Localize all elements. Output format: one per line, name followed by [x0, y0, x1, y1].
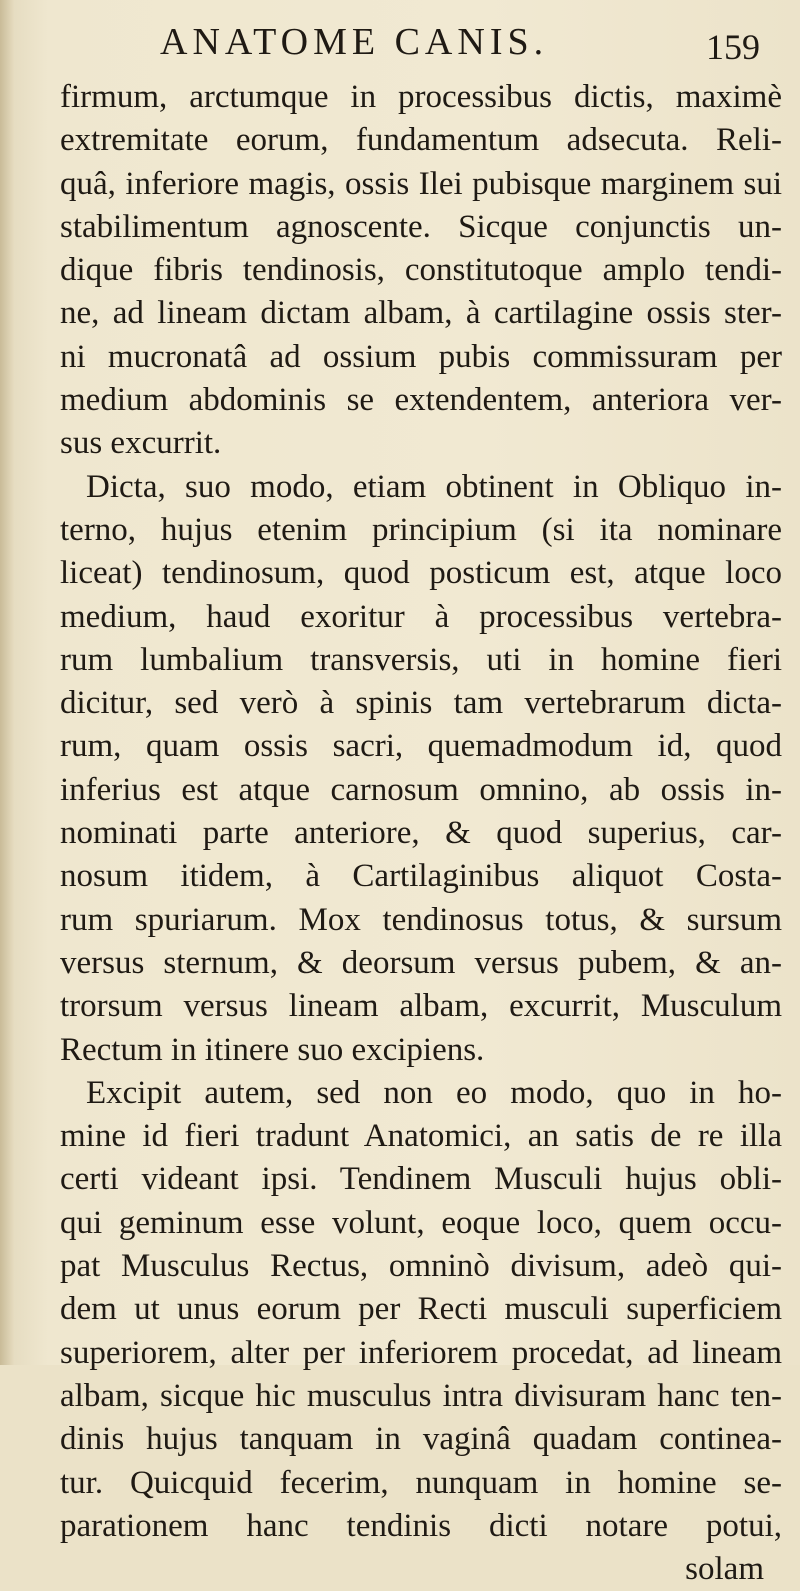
page-gutter: [0, 0, 14, 1365]
text-line: rum spuriarum. Mox tendinosus totus, & sursum: [60, 901, 782, 938]
text-line: certi videant ipsi. Tendinem Musculi hujus obli-: [60, 1161, 782, 1198]
text-line: rum, quam ossis sacri, quemadmodum id, quod: [60, 728, 782, 765]
catchword: solam: [685, 1551, 764, 1588]
text-line: pat Musculus Rectus, omninò divisum, adeò qui-: [60, 1248, 782, 1285]
text-line: inferius est atque carnosum omnino, ab ossis in-: [60, 771, 782, 808]
text-line: mine id fieri tradunt Anatomici, an satis de re illa: [60, 1118, 782, 1155]
text-line: stabilimentum agnoscente. Sicque conjunctis un-: [60, 208, 782, 245]
text-line: nominati parte anteriore, & quod superius, car-: [60, 815, 782, 852]
text-line: ne, ad lineam dictam albam, à cartilagine ossis ster-: [60, 295, 782, 332]
text-line: firmum, arctumque in processibus dictis, maximè: [60, 79, 782, 115]
text-line: parationem hanc tendinis dicti notare potui,: [60, 1507, 782, 1544]
text-line: dem ut unus eorum per Recti musculi superficiem: [60, 1291, 782, 1328]
running-head: ANATOME CANIS.: [160, 21, 549, 63]
text-line: ni mucronatâ ad ossium pubis commissuram per: [60, 338, 782, 375]
text-line: dinis hujus tanquam in vaginâ quadam continea-: [60, 1421, 782, 1458]
text-line: dique fibris tendinosis, constitutoque amplo tendi-: [60, 252, 782, 289]
text-line: rum lumbalium transversis, uti in homine fieri: [60, 641, 782, 678]
text-line: qui geminum esse volunt, eoque loco, quem occu-: [60, 1204, 782, 1241]
text-line: Rectum in itinere suo excipiens.: [60, 1031, 485, 1068]
text-line: quâ, inferiore magis, ossis Ilei pubisque marginem sui: [60, 165, 782, 202]
text-line: albam, sicque hic musculus intra divisuram hanc ten-: [60, 1377, 782, 1414]
text-line: versus sternum, & deorsum versus pubem, & an-: [60, 944, 782, 981]
body-text: [60, 76, 782, 1591]
page-number: 159: [706, 27, 760, 67]
text-line: nosum itidem, à Cartilaginibus aliquot Costa-: [60, 858, 782, 895]
text-line: terno, hujus etenim principium (si ita nominare: [60, 511, 782, 548]
text-line: medium, haud exoritur à processibus vertebra-: [60, 598, 782, 635]
text-line: trorsum versus lineam albam, excurrit, Musculum: [60, 988, 782, 1025]
text-line: liceat) tendinosum, quod posticum est, atque loco: [60, 555, 782, 592]
text-line: superiorem, alter per inferiorem procedat, ad lineam: [60, 1334, 782, 1371]
text-line: Dicta, suo modo, etiam obtinent in Obliquo in-: [86, 468, 782, 505]
text-line: dicitur, sed verò à spinis tam vertebrarum dicta-: [60, 685, 782, 722]
text-line: tur. Quicquid fecerim, nunquam in homine se-: [60, 1464, 782, 1501]
text-line: Excipit autem, sed non eo modo, quo in ho-: [86, 1074, 782, 1111]
text-line: sus excurrit.: [60, 425, 222, 462]
page-header: [60, 20, 780, 68]
text-line: medium abdominis se extendentem, anteriora ver-: [60, 382, 782, 419]
text-line: extremitate eorum, fundamentum adsecuta. Reli-: [60, 122, 782, 159]
